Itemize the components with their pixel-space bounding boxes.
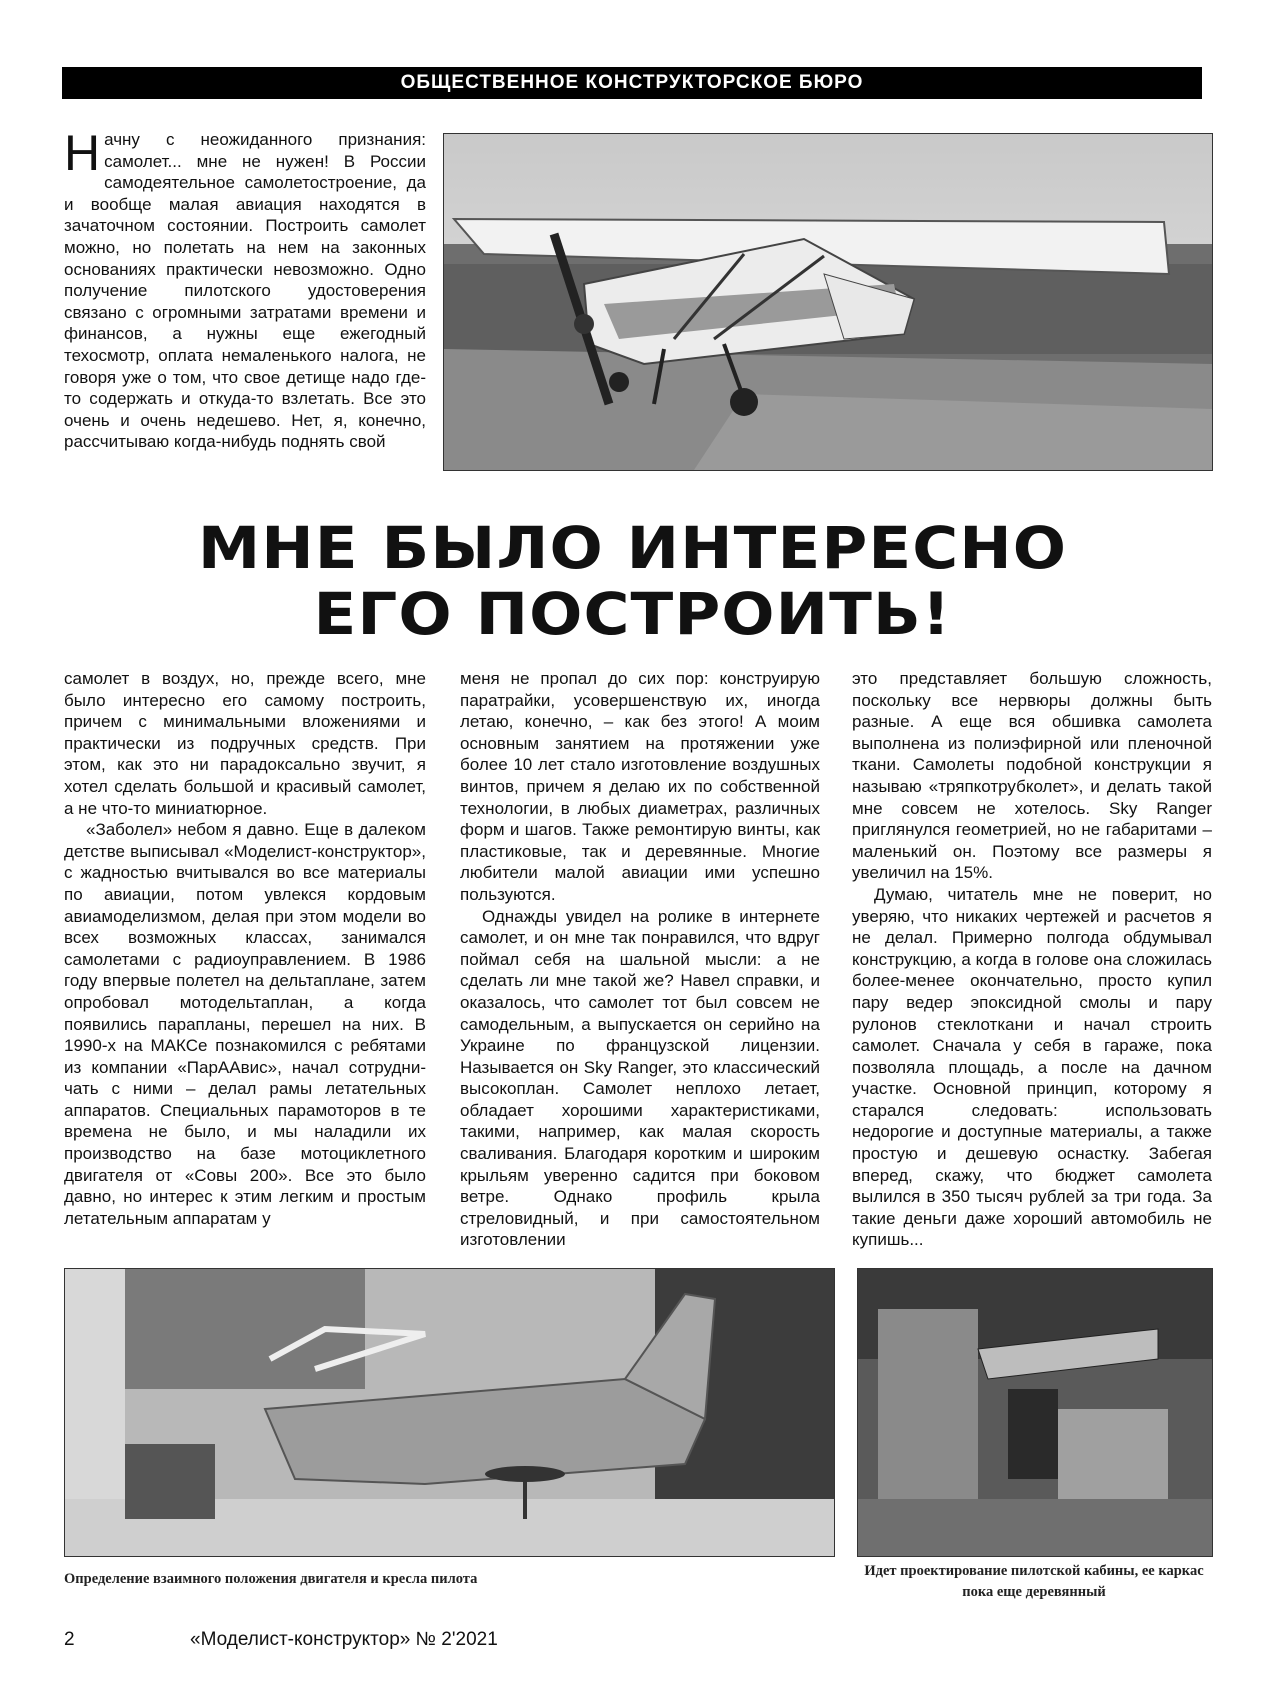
section-header-text: ОБЩЕСТВЕННОЕ КОНСТРУКТОРСКОЕ БЮРО: [400, 72, 864, 93]
col1-paragraph-1: самолет в воздух, но, прежде всего, мне было интересно его самому построить, причем с минимальными вложениями и практически из подручных средств. При этом, как это ни парадоксально звучит, я хотел сделать большой и красивый самолет, а не что-то миниатюрное.: [64, 669, 426, 818]
magazine-issue: «Моделист-конструктор» № 2'2021: [190, 1629, 498, 1650]
workshop-photo-fuselage: [64, 1268, 835, 1557]
col3-paragraph-2: Думаю, читатель мне не поверит, но уверяю, что никаких чертежей и расчетов я не делал. Примерно полгода обдумывал конструкцию, а когда в голове она сложилась более-менее окончательно, просто купил пару ведер эпоксидной смолы и пару рулонов стеклоткани и начал строить самолет. Сначала у себя в гараже, пока позволяла площадь, а после на дачном участке. Основной принцип, которому я старался следовать: использовать недорогие и доступные материалы, а также простую и дешевую оснастку. Забегая вперед, скажу, что бюджет самолета вылился в 350 тысяч рублей за три года. За такие деньги даже хороший автомобиль не купишь...: [852, 884, 1212, 1250]
fuselage-illustration: [65, 1269, 834, 1556]
page-number: 2: [64, 1629, 75, 1650]
workshop-photo-cockpit: [857, 1268, 1213, 1557]
col2-paragraph-2: Однажды увидел на ролике в интернете самолет, и он мне так понравился, что вдруг поймал себя на шальной мысли: а не сделать ли мне такой же? Навел справки, и оказалось, что самолет тот был совсем не самодельным, а выпускается он серийно на Украине по французской лицензии. Называется он Sky Ranger, это классический высокоплан. Самолет неплохо летает, обладает хорошими характеристиками, такими, например, как малая скорость сваливания. Благодаря коротким и широким крыльям уверенно садится при боковом ветре. Однако профиль крыла стреловидный, и при самостоятельном изготовлении: [460, 906, 820, 1250]
intro-paragraph: [64, 125, 426, 453]
dropcap: Н: [64, 125, 101, 181]
cockpit-illustration: [858, 1269, 1212, 1556]
column-2: [460, 668, 820, 1251]
airplane-photo: [443, 133, 1213, 471]
headline-line-1: МНЕ БЫЛО ИНТЕРЕСНО: [197, 514, 1068, 582]
col1-paragraph-2: «Заболел» небом я давно. Еще в далеком детстве выписывал «Моделист-конструктор», с жадностью вчитывался во все материалы по авиации, потом увлекся кордовым авиамоделизмом, делая при этом модели во всех возможных классах, занимался самолетами с радиоуправлением. В 1986 году впервые полетел на дельтаплане, затем опробовал мотодельтаплан, а когда появились парапланы, перешел на них. В 1990-х на МАКСе познакомился с ребятами из компании «ПарААвис», начал сотрудничать с ними – делал рамы летательных аппаратов. Специальных парамоторов в те времена не было, и мы наладили их производство на базе мотоциклетного двигателя от «Совы 200». Все это было давно, но интерес к этим легким и простым летательным аппаратам у: [64, 820, 426, 1228]
col2-paragraph-1: меня не пропал до сих пор: конструирую паратрайки, усовершенствую их, иногда летаю, конечно, – как без этого! А моим основным занятием на протяжении уже более 10 лет стало изготовление воздушных винтов, причем я делаю их по собственной технологии, в любых диаметрах, различных форм и шагов. Также ремонтирую винты, как пластиковые, так и деревянные. Многие любители малой авиации ими успешно пользуются.: [460, 669, 820, 904]
intro-text: ачну с неожиданного признания: самолет... мне не нужен! В России самодеятельное самолетостроение, да и вообще малая авиация находятся в зачаточном состоянии. Построить самолет можно, но полетать на нем на законных основаниях практически невозможно. Одно получение пилотского удостоверения связано с огромными затратами времени и финансов, а нужны еще ежегодный техосмотр, оплата немаленького налога, не говоря уже о том, что свое детище надо где-то содержать и откуда-то взлетать. Все это очень и очень недешево. Нет, я, конечно, рассчитываю когда-нибудь поднять свой: [64, 130, 426, 452]
article-headline: [47, 515, 1219, 647]
caption-right: Идет проектирование пилотской кабины, ее каркас пока еще деревянный: [864, 1563, 1204, 1600]
col3-paragraph-1: это представляет большую сложность, поскольку все нервюры должны быть разные. А еще вся обшивка самолета выполнена из полиэфирной или пленочной ткани. Самолеты подобной конструкции я называю «тряпкотрубколет», и делать такой мне совсем не хотелось. Sky Ranger приглянулся геометрией, но не габаритами – маленький он. Поэтому все размеры я увеличил на 15%.: [852, 669, 1212, 883]
headline-line-2: ЕГО ПОСТРОИТЬ!: [313, 580, 952, 648]
column-3: [852, 668, 1212, 1251]
column-1: [64, 668, 426, 1229]
section-header: [62, 67, 1202, 99]
airplane-illustration: [444, 134, 1212, 470]
caption-left: Определение взаимного положения двигателя и кресла пилота: [64, 1571, 478, 1587]
